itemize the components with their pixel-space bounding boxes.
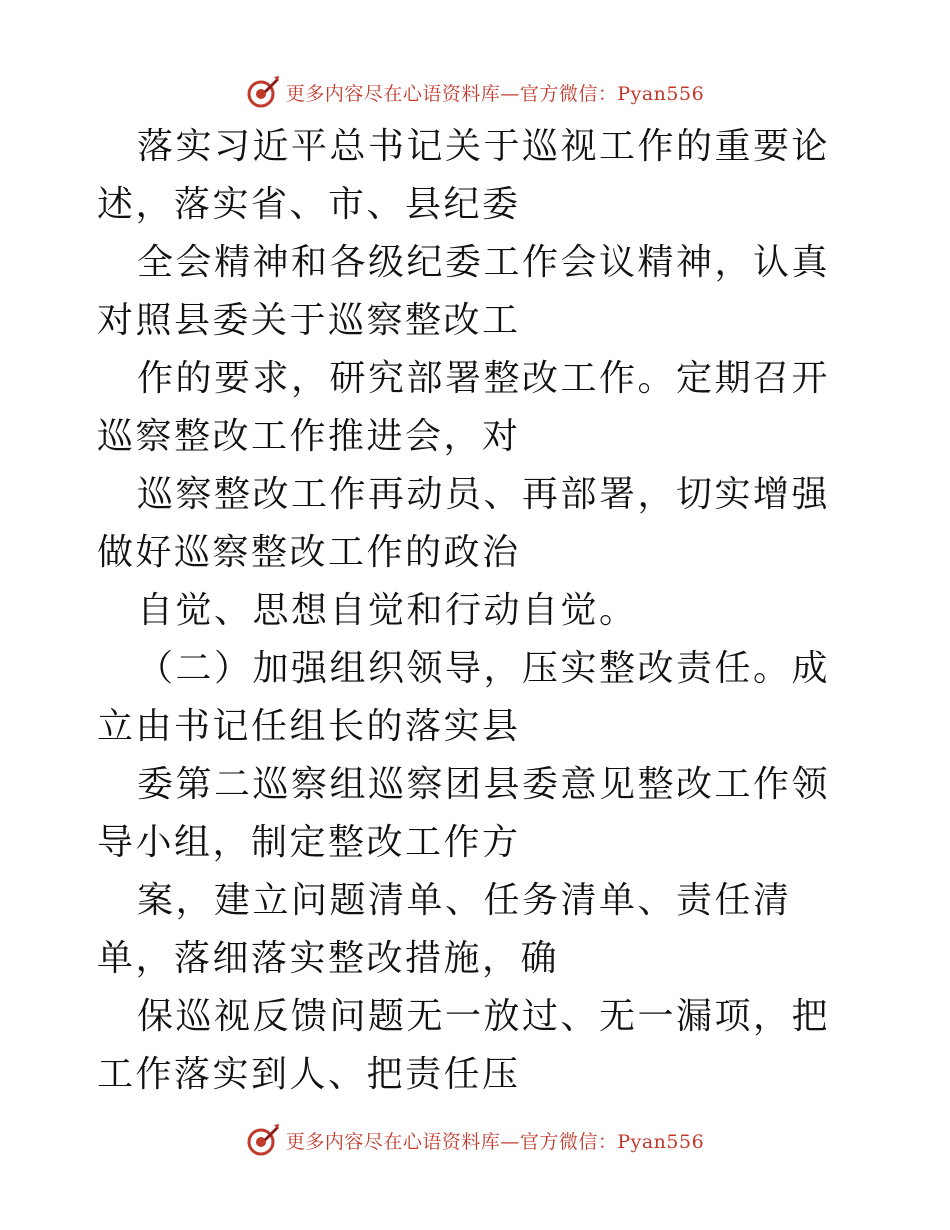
header-banner — [0, 72, 950, 112]
paragraph: 自觉、思想自觉和行动自觉。 — [137, 590, 638, 631]
header-banner-inner — [246, 75, 704, 109]
footer-banner-inner — [246, 1123, 704, 1157]
footer-banner-text: 更多内容尽在心语资料库—官方微信：Pyan556 — [285, 1130, 705, 1153]
paragraph: 巡察整改工作再动员、再部署，切实增强做好巡察整改工作的政治 — [97, 474, 831, 573]
footer-banner — [0, 1120, 950, 1160]
quill-pen-logo-icon — [246, 75, 280, 109]
paragraph: 作的要求，研究部署整改工作。定期召开巡察整改工作推进会，对 — [97, 358, 831, 457]
quill-pen-logo-icon — [246, 1123, 280, 1157]
paragraph: 落实习近平总书记关于巡视工作的重要论述，落实省、市、县纪委 — [97, 126, 831, 225]
header-banner-text: 更多内容尽在心语资料库—官方微信：Pyan556 — [285, 82, 705, 105]
paragraph: 委第二巡察组巡察团县委意见整改工作领导小组，制定整改工作方 — [97, 764, 831, 863]
paragraph: 全会精神和各级纪委工作会议精神，认真对照县委关于巡察整改工 — [97, 242, 831, 341]
document-body — [97, 118, 857, 1104]
paragraph: 保巡视反馈问题无一放过、无一漏项，把工作落实到人、把责任压 — [97, 996, 831, 1095]
paragraph: （二）加强组织领导，压实整改责任。成立由书记任组长的落实县 — [97, 648, 831, 747]
paragraph: 案，建立问题清单、任务清单、责任清单，落细落实整改措施，确 — [97, 880, 792, 979]
